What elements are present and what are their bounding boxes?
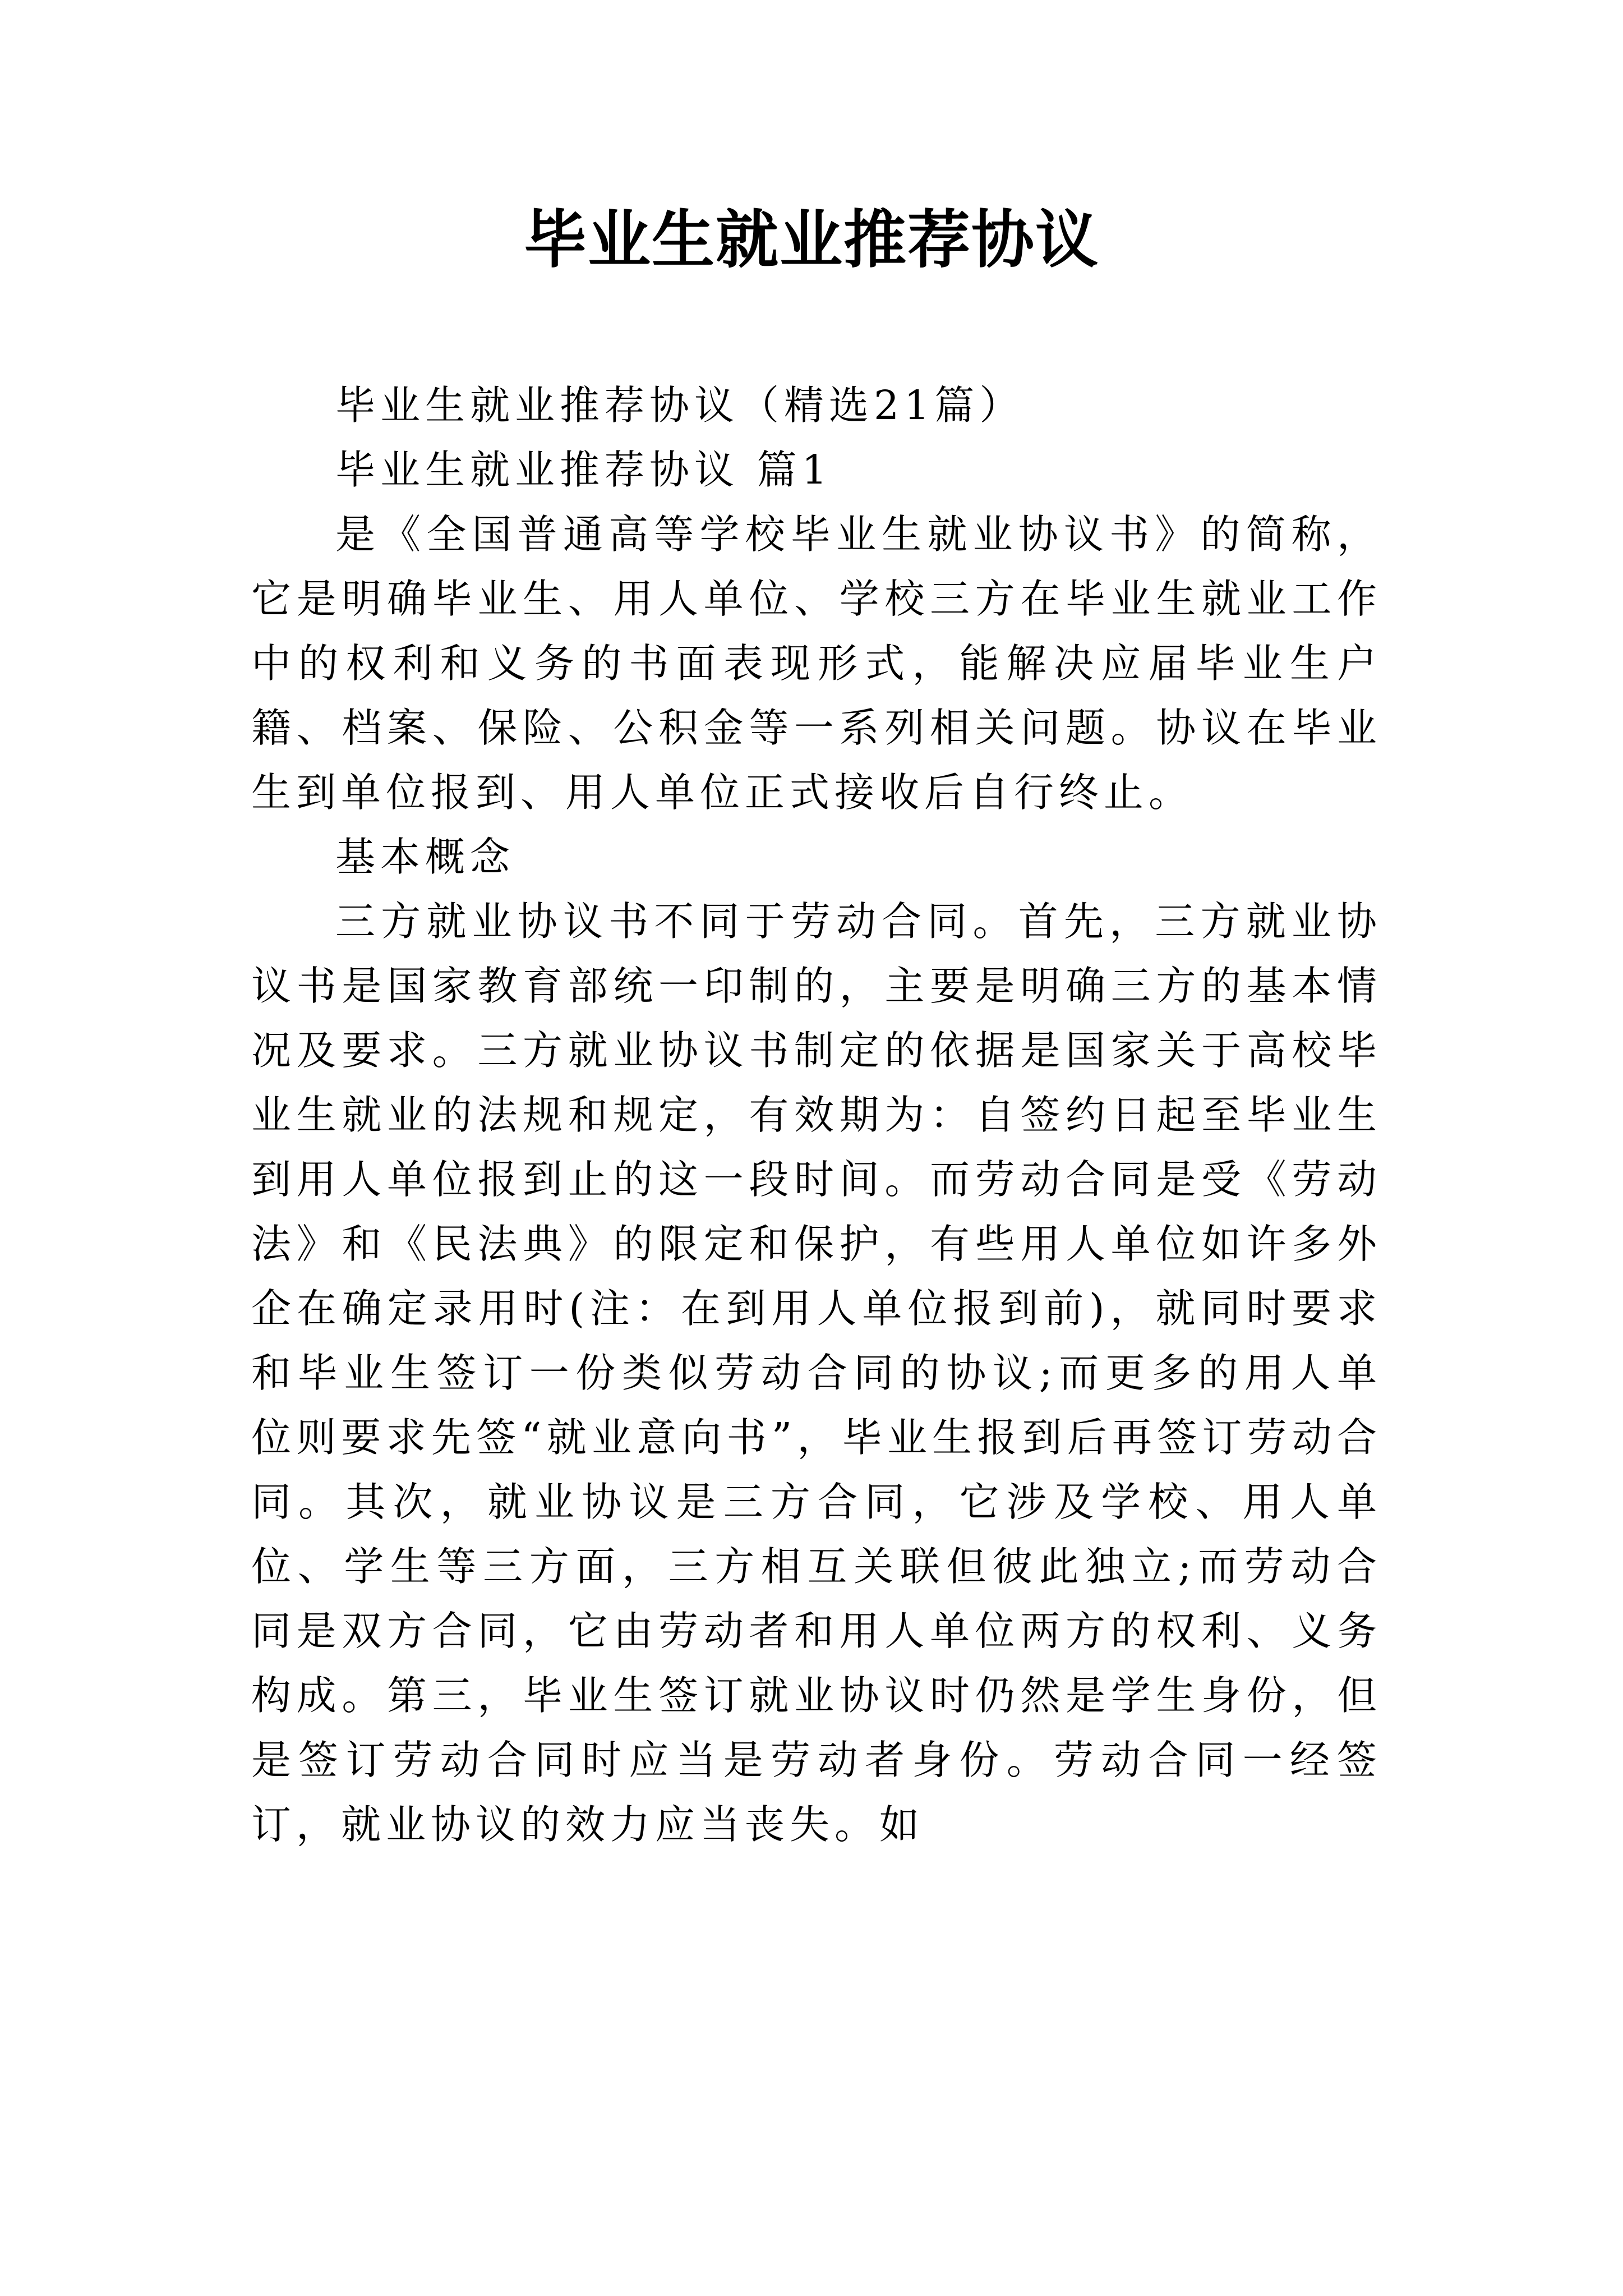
paragraph-comparison: 三方就业协议书不同于劳动合同。首先，三方就业协议书是国家教育部统一印制的，主要是明确三方的基本情况及要求。三方就业协议书制定的依据是国家关于高校毕业生就业的法规和规定，有效期为：自签约日起至毕业生到用人单位报到止的这一段时间。而劳动合同是受《劳动法》和《民法典》的限定和保护，有些用人单位如许多外企在确定录用时(注：在到用人单位报到前)，就同时要求和毕业生签订一份类似劳动合同的协议;而更多的用人单位则要求先签“就业意向书”，毕业生报到后再签订劳动合同。其次，就业协议是三方合同，它涉及学校、用人单位、学生等三方面，三方相互关联但彼此独立;而劳动合同是双方合同，它由劳动者和用人单位两方的权利、义务构成。第三，毕业生签订就业协议时仍然是学生身份，但是签订劳动合同时应当是劳动者身份。劳动合同一经签订，就业协议的效力应当丧失。如: [251, 898, 1382, 1848]
document-body: [251, 373, 1382, 1857]
document-subtitle: 毕业生就业推荐协议（精选21篇）: [335, 382, 1025, 429]
subheading-basic-concept: 基本概念: [335, 834, 515, 880]
section-heading: 毕业生就业推荐协议 篇1: [335, 447, 832, 493]
paragraph-definition: 是《全国普通高等学校毕业生就业协议书》的简称，它是明确毕业生、用人单位、学校三方在毕业生就业工作中的权利和义务的书面表现形式，能解决应届毕业生户籍、档案、保险、公积金等一系列相关问题。协议在毕业生到单位报到、用人单位正式接收后自行终止。: [251, 511, 1382, 816]
document-title: 毕业生就业推荐协议: [524, 203, 1099, 277]
